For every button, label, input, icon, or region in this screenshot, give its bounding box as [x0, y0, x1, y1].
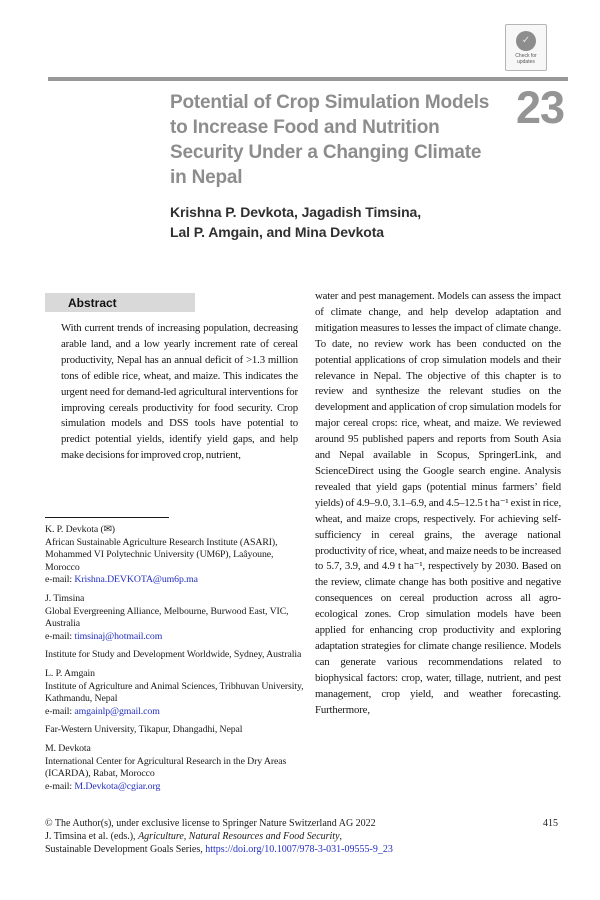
- footnote-block: [45, 524, 307, 587]
- title-line-2: to Increase Food and Nutrition: [170, 117, 440, 138]
- abstract-section: [45, 293, 298, 464]
- email-link[interactable]: timsinaj@hotmail.com: [74, 630, 163, 642]
- page-footer: [45, 818, 558, 856]
- abstract-heading: Abstract: [68, 295, 117, 310]
- footnote-block: [45, 668, 307, 718]
- title-line-1: Potential of Crop Simulation Models: [170, 92, 490, 113]
- footnote-block: [45, 743, 307, 793]
- affiliation: Institute for Study and Development Worldwide, Sydney, Australia: [45, 649, 302, 661]
- author-affiliations: [45, 524, 307, 799]
- email-prefix: e-mail:: [45, 705, 75, 717]
- chapter-number: 23: [516, 82, 565, 133]
- affiliation: International Center for Agricultural Research in the Dry Areas (ICARDA), Rabat, Morocco: [45, 755, 287, 780]
- author-name: K. P. Devkota (✉): [45, 524, 115, 535]
- copyright-line: [45, 818, 558, 831]
- title-line-4: in Nepal: [170, 167, 243, 188]
- email-prefix: e-mail:: [45, 630, 75, 642]
- abstract-body: With current trends of increasing population, decreasing arable land, and a low yearly increment rate of cereal productivity, Nepal has an annual deficit of >1.3 million tons of edible rice, wheat, and maize. This indicates the urgent need for demand-led agricultural interventions for improving cereals productivity for food security. Crop simulation models and DSS tools have potential to predict potential yields, identify yield gaps, and help make decisions for improved crop, nutrient,: [61, 322, 298, 462]
- email-link[interactable]: amgainlp@gmail.com: [74, 705, 160, 717]
- email-line: [45, 574, 307, 587]
- check-icon: ✓: [521, 34, 531, 46]
- author-name: J. Timsina: [45, 592, 85, 604]
- check-for-updates-badge[interactable]: [505, 24, 547, 71]
- authors-line-2: Lal P. Amgain, and Mina Devkota: [170, 224, 384, 240]
- chapter-authors: [170, 202, 510, 242]
- authors-line-1: Krishna P. Devkota, Jagadish Timsina,: [170, 204, 421, 220]
- email-prefix: e-mail:: [45, 780, 75, 792]
- title-line-3: Security Under a Changing Climate: [170, 142, 482, 163]
- email-link[interactable]: Krishna.DEVKOTA@um6p.ma: [74, 574, 198, 586]
- email-link[interactable]: M.Devkota@cgiar.org: [74, 780, 161, 792]
- check-updates-icon: [516, 31, 536, 51]
- book-title-suffix: ,: [339, 830, 343, 842]
- email-prefix: e-mail:: [45, 574, 75, 586]
- affiliation: Far-Western University, Tikapur, Dhangadhi, Nepal: [45, 724, 243, 736]
- footnote-block: [45, 593, 307, 643]
- footnote-block: [45, 724, 307, 737]
- editors-text: J. Timsina et al. (eds.),: [45, 830, 139, 842]
- badge-label-line2: updates: [517, 58, 535, 65]
- affiliation: Institute of Agriculture and Animal Sciences, Tribhuvan University, Kathmandu, Nepal: [45, 680, 304, 705]
- doi-link[interactable]: https://doi.org/10.1007/978-3-031-09555-9_23: [205, 843, 393, 855]
- right-column-text: water and pest management. Models can assess the impact of climate change, and help develop adaptation and mitigation measures to lesses the impact of climate change. To date, no review work has been conducted on the potential applications of crop simulation models and their relevance in Nepal. The objective of this chapter is to review and synthesize the relevant studies on the development and application of crop simulation models for major cereal crops: rice, wheat, and maize. We reviewed around 95 published papers and reports from South Asia and Nepal available in Scopus, SpringerLink, and ScienceDirect using the Google search engine. Analysis revealed that yield gaps (potential minus farmers’ field yields) of 4.9–9.0, 3.1–6.9, and 4.5–12.5 t ha⁻¹ exist in rice, wheat, and maize crops, respectively. For achieving self-sufficiency in cereal grains, the average national productivity of rice, wheat, and maize needs to be increased to 5.7, 3.9, and 4.9 t ha⁻¹, respectively by 2030. Based on the review, climate change has both positive and negative consequences on cereal production across all agro-ecological zones. Crop simulation models have been applied for enhancing crop productivity and exploring adaptation strategies for climate change resilience. Models can generate various recommendations related to biophysical factors: crop, water, tillage, nutrient, and pest management, crop yield, and weather forecasting. Furthermore,: [315, 290, 561, 716]
- author-name: L. P. Amgain: [45, 667, 95, 679]
- series-line: [45, 844, 558, 857]
- footnote-block: [45, 649, 307, 662]
- author-name: M. Devkota: [45, 742, 91, 754]
- email-line: [45, 631, 307, 644]
- footnote-separator: [45, 517, 169, 518]
- affiliation: African Sustainable Agriculture Research Institute (ASARI), Mohammed VI Polytechnic University (UM6P), Laâyoune, Morocco: [45, 536, 278, 573]
- editors-line: [45, 831, 558, 844]
- email-line: [45, 706, 307, 719]
- series-text: Sustainable Development Goals Series,: [45, 843, 206, 855]
- copyright-text: © The Author(s), under exclusive license to Springer Nature Switzerland AG 2022: [45, 818, 376, 829]
- affiliation: Global Evergreening Alliance, Melbourne, Burwood East, VIC, Australia: [45, 605, 289, 630]
- email-line: [45, 781, 307, 794]
- abstract-heading-bar: [45, 293, 195, 312]
- chapter-title: [170, 90, 510, 190]
- badge-label-line1: Check for: [515, 52, 537, 59]
- header-rule: [48, 77, 568, 81]
- page-number: 415: [543, 818, 558, 829]
- book-title: Agriculture, Natural Resources and Food Security: [138, 830, 340, 842]
